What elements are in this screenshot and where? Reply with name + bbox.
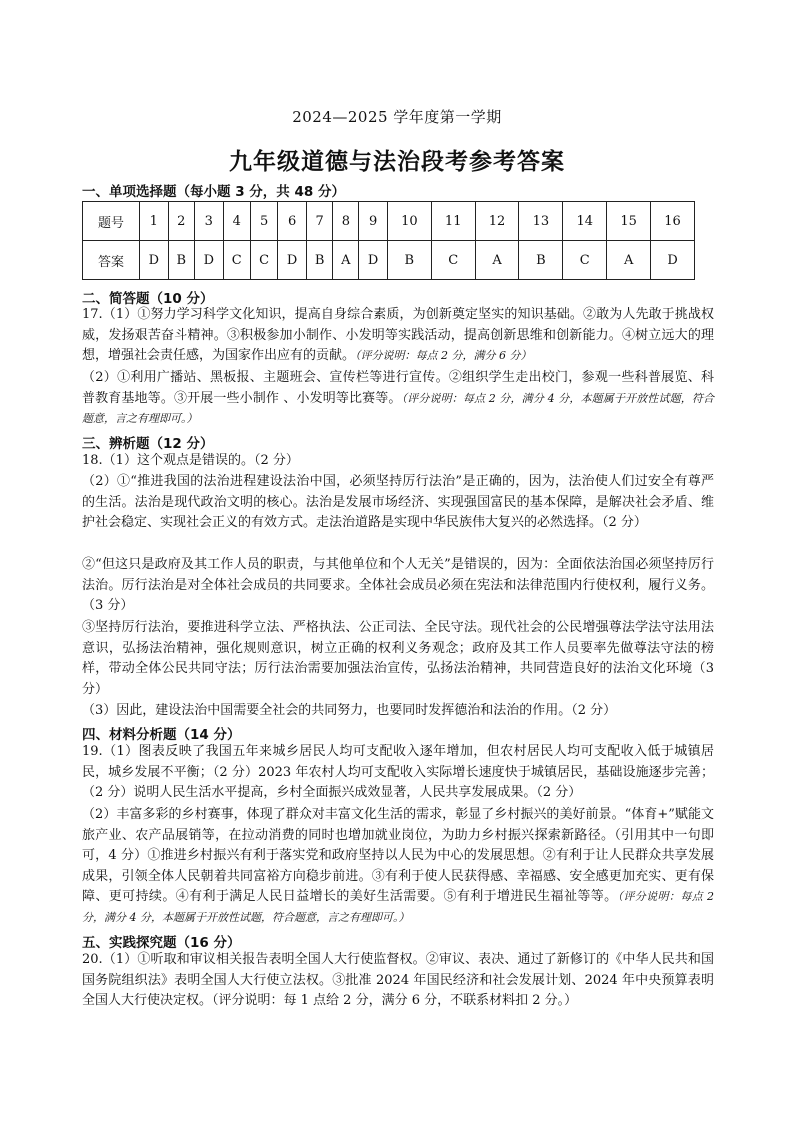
question-number: 14 bbox=[563, 202, 607, 241]
scoring-note: （评分说明：每点 2 分，满分 6 分） bbox=[355, 349, 532, 362]
question-number: 16 bbox=[651, 202, 695, 241]
section-3-title: 三、辨析题（12 分） bbox=[82, 436, 214, 452]
question-number: 3 bbox=[195, 202, 224, 241]
answer-17-2 bbox=[82, 368, 714, 430]
question-number: 12 bbox=[475, 202, 519, 241]
question-number: 2 bbox=[168, 202, 194, 241]
section-5-title: 五、实践探究题（16 分） bbox=[82, 935, 241, 951]
answer-cell: C bbox=[223, 241, 250, 280]
question-number: 11 bbox=[431, 202, 475, 241]
term-heading: 2024—2025 学年度第一学期 bbox=[292, 108, 502, 126]
scoring-note: （评分说明：每点 2 分，满分 4 分，本题属于开放性试题，符合题意，言之有理即可。） bbox=[82, 391, 714, 425]
question-number: 15 bbox=[607, 202, 651, 241]
number-row bbox=[83, 202, 695, 241]
answer-cell: A bbox=[475, 241, 519, 280]
question-number: 8 bbox=[333, 202, 359, 241]
row-label-answer: 答案 bbox=[83, 241, 140, 280]
answer-19-2 bbox=[82, 805, 718, 928]
answer-18-1: 18.（1）这个观点是错误的。（2 分） bbox=[82, 453, 299, 468]
answer-cell: D bbox=[651, 241, 695, 280]
question-number: 10 bbox=[387, 202, 431, 241]
section-1-title: 一、单项选择题（每小题 3 分，共 48 分） bbox=[82, 184, 345, 200]
page-title: 九年级道德与法治段考参考答案 bbox=[229, 148, 565, 175]
question-number: 1 bbox=[140, 202, 169, 241]
answer-cell: B bbox=[387, 241, 431, 280]
question-number: 13 bbox=[519, 202, 563, 241]
answer-17-2-text: （2）①利用广播站、黑板报、主题班会、宣传栏等进行宣传。②组织学生走出校门，参观一些科普展览、科普教育基地等。③开展一些小制作 、小发明等比赛等。 bbox=[82, 370, 714, 406]
question-number: 9 bbox=[359, 202, 388, 241]
answer-cell: D bbox=[195, 241, 224, 280]
answer-20-1: 20.（1）①听取和审议相关报告表明全国人大行使监督权。②审议、表决、通过了新修订的《中华人民共和国国务院组织法》表明全国人大行使立法权。③批准 2024 年国民经济和社会发展计划、2024 年中央预算表明全国人大行使决定权。（评分说明：每 1 点给 2 分，满分 6 分，不联系材料扣 2 分。） bbox=[82, 952, 714, 1008]
question-number: 4 bbox=[223, 202, 250, 241]
answer-18-2-point-1: （2）①“推进我国的法治进程建设法治中国，必须坚持厉行法治”是正确的，因为，法治使人们过安全有尊严的生活。法治是现代政治文明的核心。法治是发展市场经济、实现强国富民的基本保障，是解决社会矛盾、维护社会稳定、实现社会正义的有效方式。走法治道路是实现中华民族伟大复兴的必然选择。（2 分） bbox=[82, 474, 714, 530]
answer-cell: B bbox=[519, 241, 563, 280]
section-4-title: 四、材料分析题（14 分） bbox=[82, 727, 241, 743]
answer-cell: C bbox=[563, 241, 607, 280]
answer-cell: B bbox=[306, 241, 332, 280]
answer-cell: D bbox=[278, 241, 307, 280]
answer-18-2-point-2: ②“但这只是政府及其工作人员的职责，与其他单位和个人无关”是错误的，因为：全面依法治国必须坚持厉行法治。厉行法治是对全体社会成员的共同要求。全体社会成员必须在宪法和法律范围内行使权利，履行义务。（3 分） bbox=[82, 557, 714, 613]
answer-table bbox=[82, 201, 695, 280]
answer-cell: D bbox=[359, 241, 388, 280]
question-number: 7 bbox=[306, 202, 332, 241]
answer-19-2-text: （2）丰富多彩的乡村赛事，体现了群众对丰富文化生活的需求，彰显了乡村振兴的美好前景。“体育+”赋能文旅产业、农产品展销等，在拉动消费的同时也增加就业岗位，为助力乡村振兴探索新路径。（引用其中一句即可，4 分）①推进乡村振兴有利于落实党和政府坚持以人民为中心的发展思想。②有利于让人民群众共享发展成果，引领全体人民朝着共同富裕方向稳步前进。③有利于使人民获得感、幸福感、安全感更加充实、更有保障、更可持续。④有利于满足人民日益增长的美好生活需要。⑤有利于增进民生福祉等等。 bbox=[82, 807, 714, 904]
question-number: 6 bbox=[278, 202, 307, 241]
answer-cell: C bbox=[250, 241, 277, 280]
answer-18-2-point-3: ③坚持厉行法治，要推进科学立法、严格执法、公正司法、全民守法。现代社会的公民增强尊法学法守法用法意识，弘扬法治精神，强化规则意识，树立正确的权利义务观念；政府及其工作人员要率先做尊法守法的榜样，带动全体公民共同守法；厉行法治需要加强法治宣传，弘扬法治精神，共同营造良好的法治文化环境（3 分） bbox=[82, 620, 719, 697]
answer-cell: C bbox=[431, 241, 475, 280]
answer-row bbox=[83, 241, 695, 280]
answer-cell: A bbox=[607, 241, 651, 280]
answer-17-1 bbox=[82, 305, 714, 367]
row-label-number: 题号 bbox=[83, 202, 140, 241]
scoring-note: （评分说明：每点 2 分，满分 4 分，本题属于开放性试题，符合题意，言之有理即可。） bbox=[82, 890, 718, 924]
section-2-title: 二、简答题（10 分） bbox=[82, 291, 214, 307]
answer-18-3: （3）因此，建设法治中国需要全社会的共同努力，也要同时发挥德治和法治的作用。（2 分） bbox=[82, 703, 617, 718]
answer-cell: D bbox=[140, 241, 169, 280]
answer-19-1: 19.（1）图表反映了我国五年来城乡居民人均可支配收入逐年增加，但农村居民人均可支配收入低于城镇居民，城乡发展不平衡；（2 分）2023 年农村人均可支配收入实际增长速度快于城镇居民，基础设施逐步完善；（2 分）说明人民生活水平提高，乡村全面振兴成效显著，人民共享发展成果。（2 分） bbox=[82, 744, 714, 800]
answer-cell: B bbox=[168, 241, 194, 280]
answer-17-1-text: 17.（1）①努力学习科学文化知识，提高自身综合素质，为创新奠定坚实的知识基础。②敢为人先敢于挑战权威，发扬艰苦奋斗精神。③积极参加小制作、小发明等实践活动，提高创新思维和创新能力。④树立远大的理想，增强社会责任感，为国家作出应有的贡献。 bbox=[82, 307, 714, 363]
question-number: 5 bbox=[250, 202, 277, 241]
answer-cell: A bbox=[333, 241, 359, 280]
